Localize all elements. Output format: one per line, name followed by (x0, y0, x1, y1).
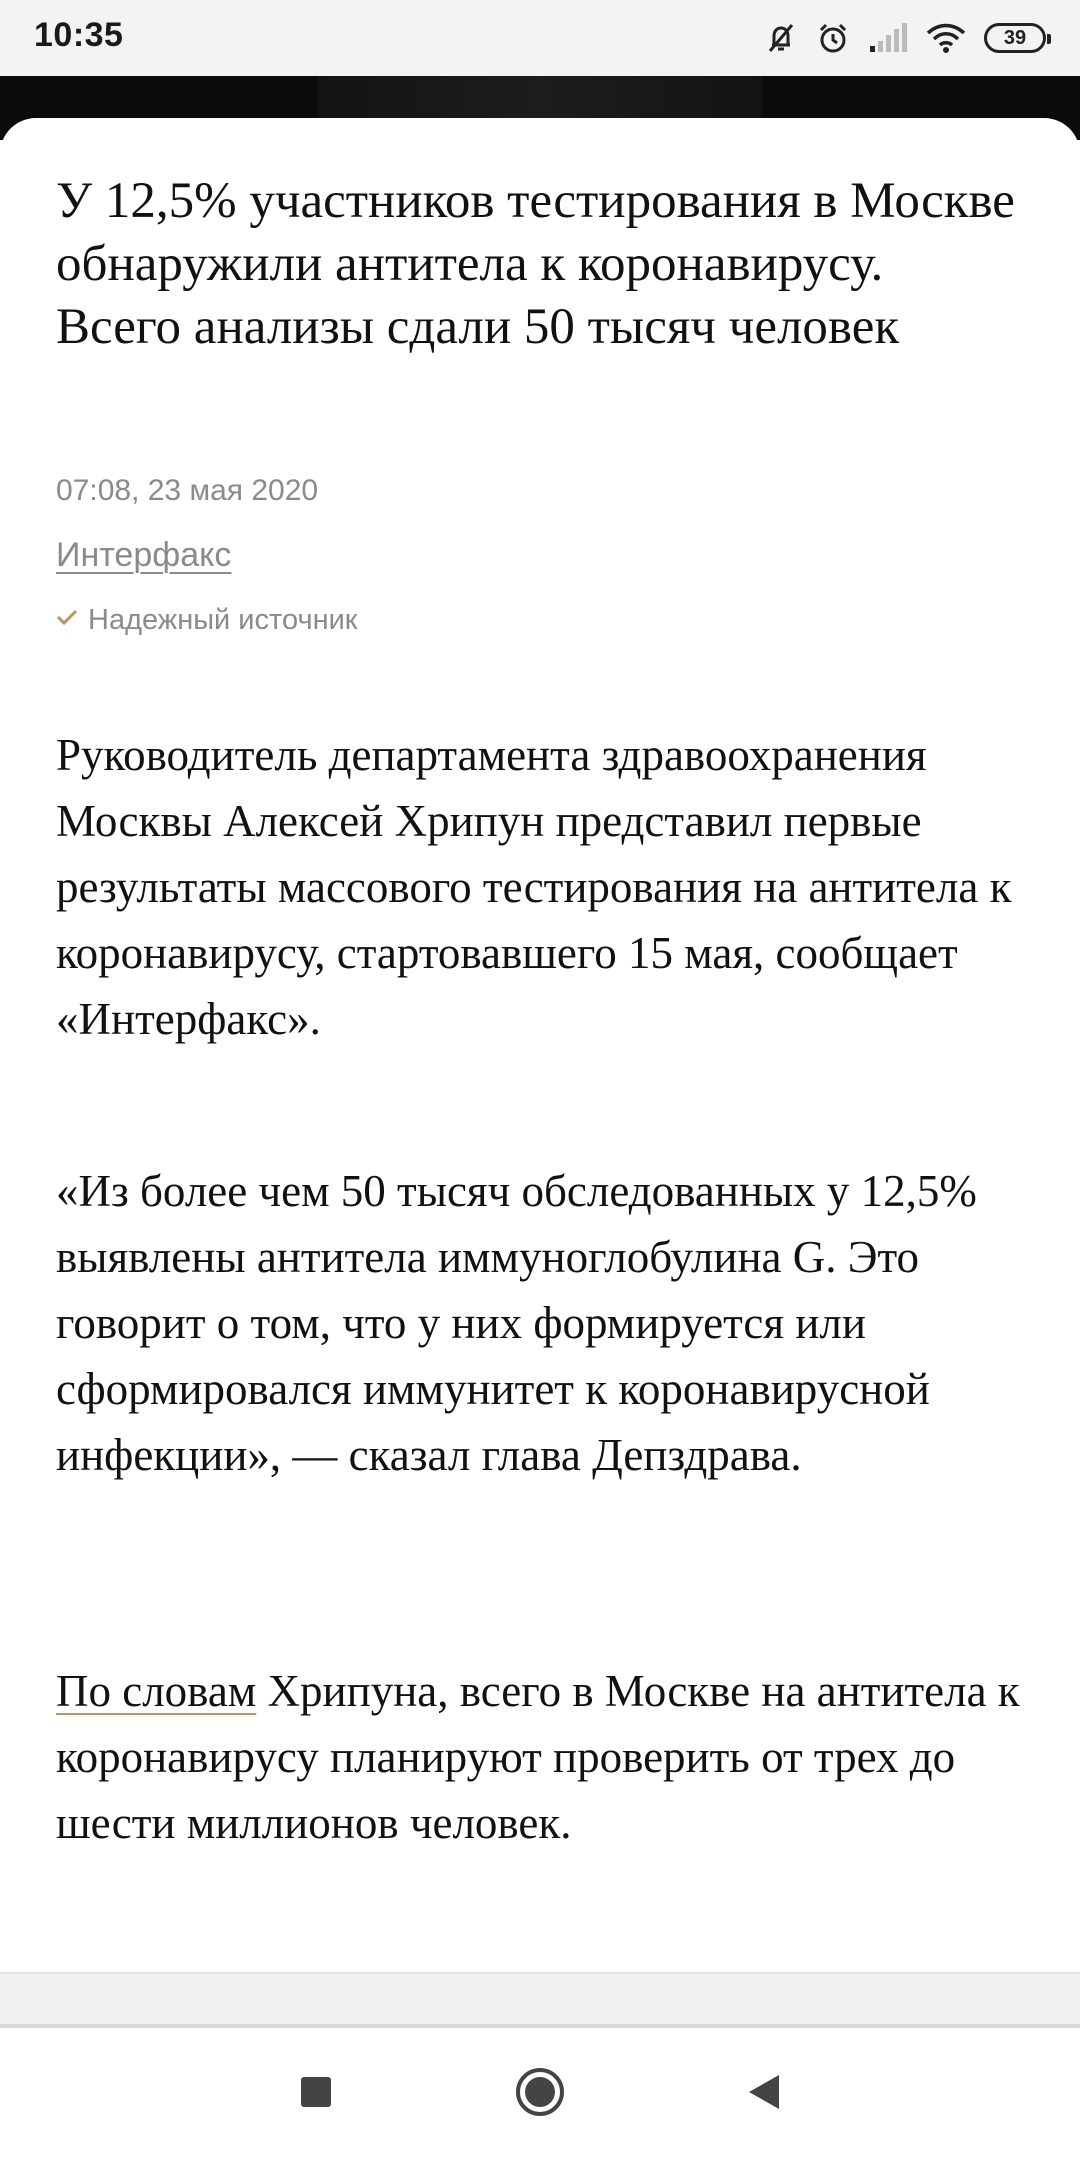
wifi-icon (926, 22, 966, 54)
checkmark-icon (56, 609, 78, 632)
status-icons (764, 14, 1046, 62)
back-icon (747, 2073, 781, 2116)
bottom-panel (0, 1972, 1080, 2030)
recent-apps-button[interactable] (286, 2064, 346, 2124)
inline-source-link[interactable]: По словам (56, 1666, 257, 1716)
paragraph-3-text: Хрипуна, всего в Москве на антитела к коронавирусу планируют проверить от трех до шести миллионов человек. (56, 1666, 1020, 1848)
status-time: 10:35 (34, 16, 124, 54)
article-paragraph-1: Руководитель департамента здравоохранения Москвы Алексей Хрипун представил первые результаты массового тестирования на антитела к коронавирусу, стартовавшего 15 мая, сообщает «Интерфакс». (56, 730, 1012, 1044)
article-paragraph-3 (56, 1658, 1026, 1856)
recent-apps-icon (299, 2075, 333, 2114)
back-button[interactable] (734, 2064, 794, 2124)
alarm-icon (816, 21, 850, 55)
battery-level: 39 (1003, 27, 1027, 49)
article-source-link[interactable]: Интерфакс (56, 536, 232, 574)
signal-icon (868, 22, 908, 54)
home-icon (514, 2066, 566, 2123)
home-button[interactable] (510, 2064, 570, 2124)
article-paragraph-2: «Из более чем 50 тысяч обследованных у 12,5% выявлены антитела иммуноглобулина G. Это говорит о том, что у них формируется или сформировался иммунитет к коронавирусной инфекции», — сказал глава Депздрава. (56, 1166, 977, 1480)
article-date: 07:08, 23 мая 2020 (56, 474, 319, 507)
article-headline: У 12,5% участников тестирования в Москве обнаружили антитела к коронавирусу. Всего анализы сдали 50 тысяч человек (56, 173, 1015, 355)
system-nav-bar (0, 2028, 1080, 2160)
reliable-source-label: Надежный источник (88, 604, 358, 636)
battery-icon (984, 23, 1046, 53)
status-bar (0, 0, 1080, 76)
reliable-source-badge (56, 604, 357, 637)
mute-icon (764, 21, 798, 55)
